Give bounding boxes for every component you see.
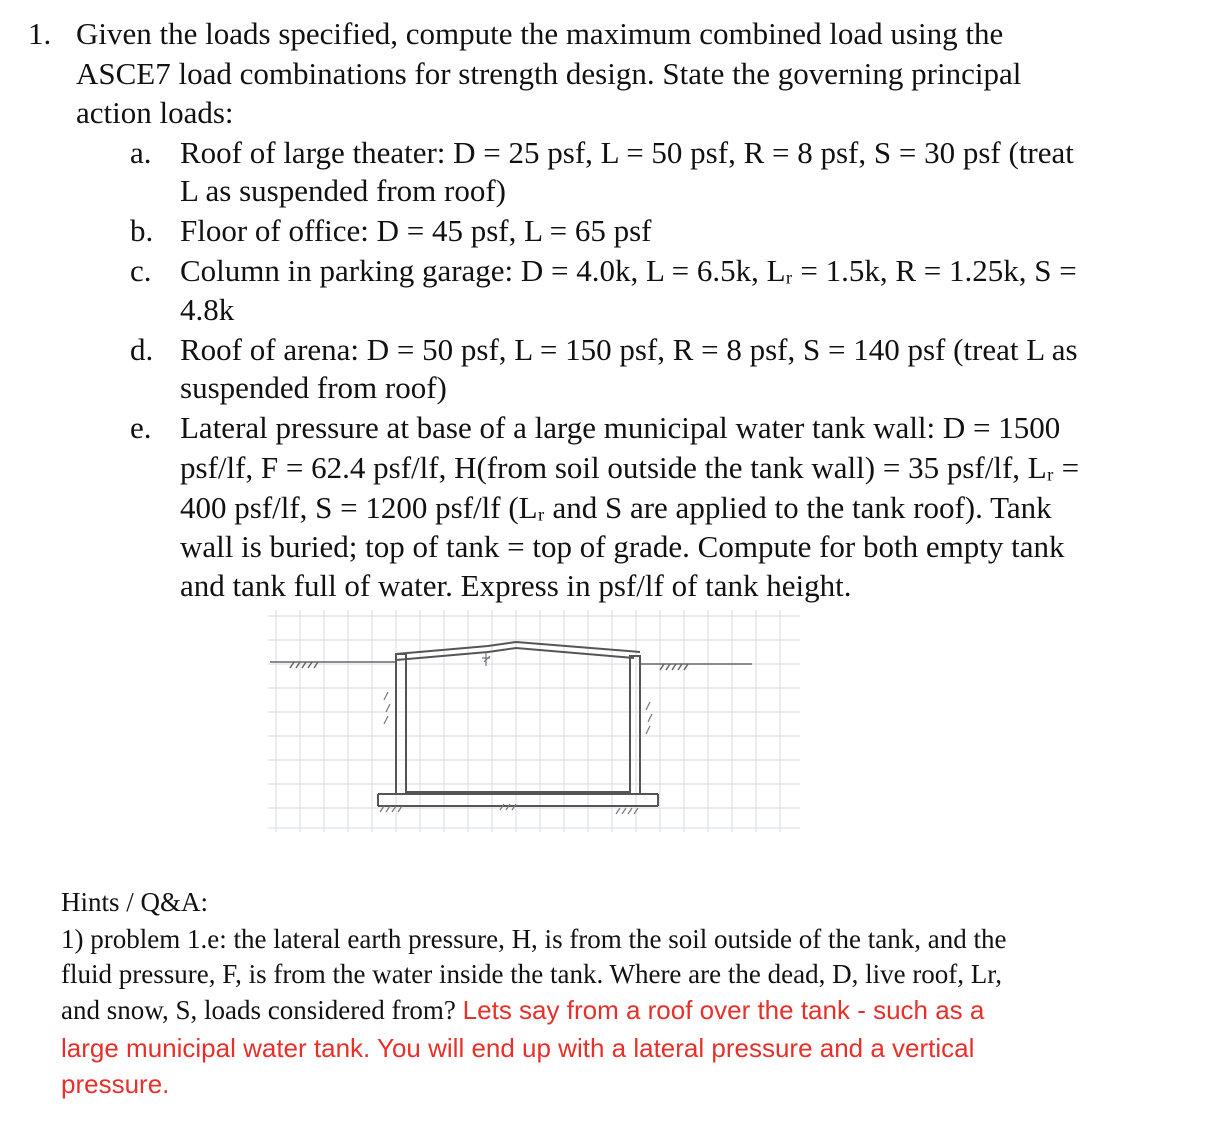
item-e-line-2: psf/lf, F = 62.4 psf/lf, H(from soil outside the tank wall) = 35 psf/lf, Lᵣ = xyxy=(180,450,1080,485)
grade-line-left xyxy=(270,662,396,668)
item-b-letter: b. xyxy=(130,213,154,248)
grade-line-right xyxy=(640,664,752,670)
item-e-line-1: Lateral pressure at base of a large municipal water tank wall: D = 1500 xyxy=(180,410,1061,445)
item-c-letter: c. xyxy=(130,253,152,288)
hint-line-2: fluid pressure, F, is from the water inside the tank. Where are the dead, D, live roof, Lr, xyxy=(61,959,1002,989)
item-c-line-1: Column in parking garage: D = 4.0k, L = 6.5k, Lᵣ = 1.5k, R = 1.25k, S = xyxy=(180,253,1077,288)
hint-line-3 xyxy=(61,993,984,1028)
hint-line-3-question: and snow, S, loads considered from? xyxy=(61,995,463,1025)
problem-intro-line-3: action loads: xyxy=(76,95,234,130)
hint-line-1: 1) problem 1.e: the lateral earth pressure, H, is from the soil outside of the tank, and the xyxy=(61,924,1007,954)
hint-answer-line-3: pressure. xyxy=(61,1069,170,1099)
item-a-letter: a. xyxy=(130,135,152,170)
item-d-letter: d. xyxy=(130,332,154,367)
problem-number: 1. xyxy=(28,16,52,51)
item-d-line-1: Roof of arena: D = 50 psf, L = 150 psf, R = 8 psf, S = 140 psf (treat L as xyxy=(180,332,1078,367)
item-e-letter: e. xyxy=(130,410,152,445)
hint-answer-start: Lets say from a roof over the tank - such as a xyxy=(462,995,985,1025)
item-b-line-1: Floor of office: D = 45 psf, L = 65 psf xyxy=(180,213,652,248)
item-e-line-4: wall is buried; top of tank = top of grade. Compute for both empty tank xyxy=(180,529,1065,564)
hint-answer-line-2: large municipal water tank. You will end up with a lateral pressure and a vertical xyxy=(61,1033,975,1063)
problem-intro-line-1: Given the loads specified, compute the maximum combined load using the xyxy=(76,16,1004,51)
item-e-line-5: and tank full of water. Express in psf/lf of tank height. xyxy=(180,568,852,603)
item-e-line-3: 400 psf/lf, S = 1200 psf/lf (Lᵣ and S are applied to the tank roof). Tank xyxy=(180,490,1052,525)
tank-sketch xyxy=(268,610,800,832)
item-a-line-1: Roof of large theater: D = 25 psf, L = 50 psf, R = 8 psf, S = 30 psf (treat xyxy=(180,135,1074,170)
problem-intro-line-2: ASCE7 load combinations for strength design. State the governing principal xyxy=(76,56,1022,91)
item-d-line-2: suspended from roof) xyxy=(180,370,447,405)
item-a-line-2: L as suspended from roof) xyxy=(180,173,506,208)
hints-title: Hints / Q&A: xyxy=(61,887,209,917)
item-c-line-2: 4.8k xyxy=(180,292,235,327)
